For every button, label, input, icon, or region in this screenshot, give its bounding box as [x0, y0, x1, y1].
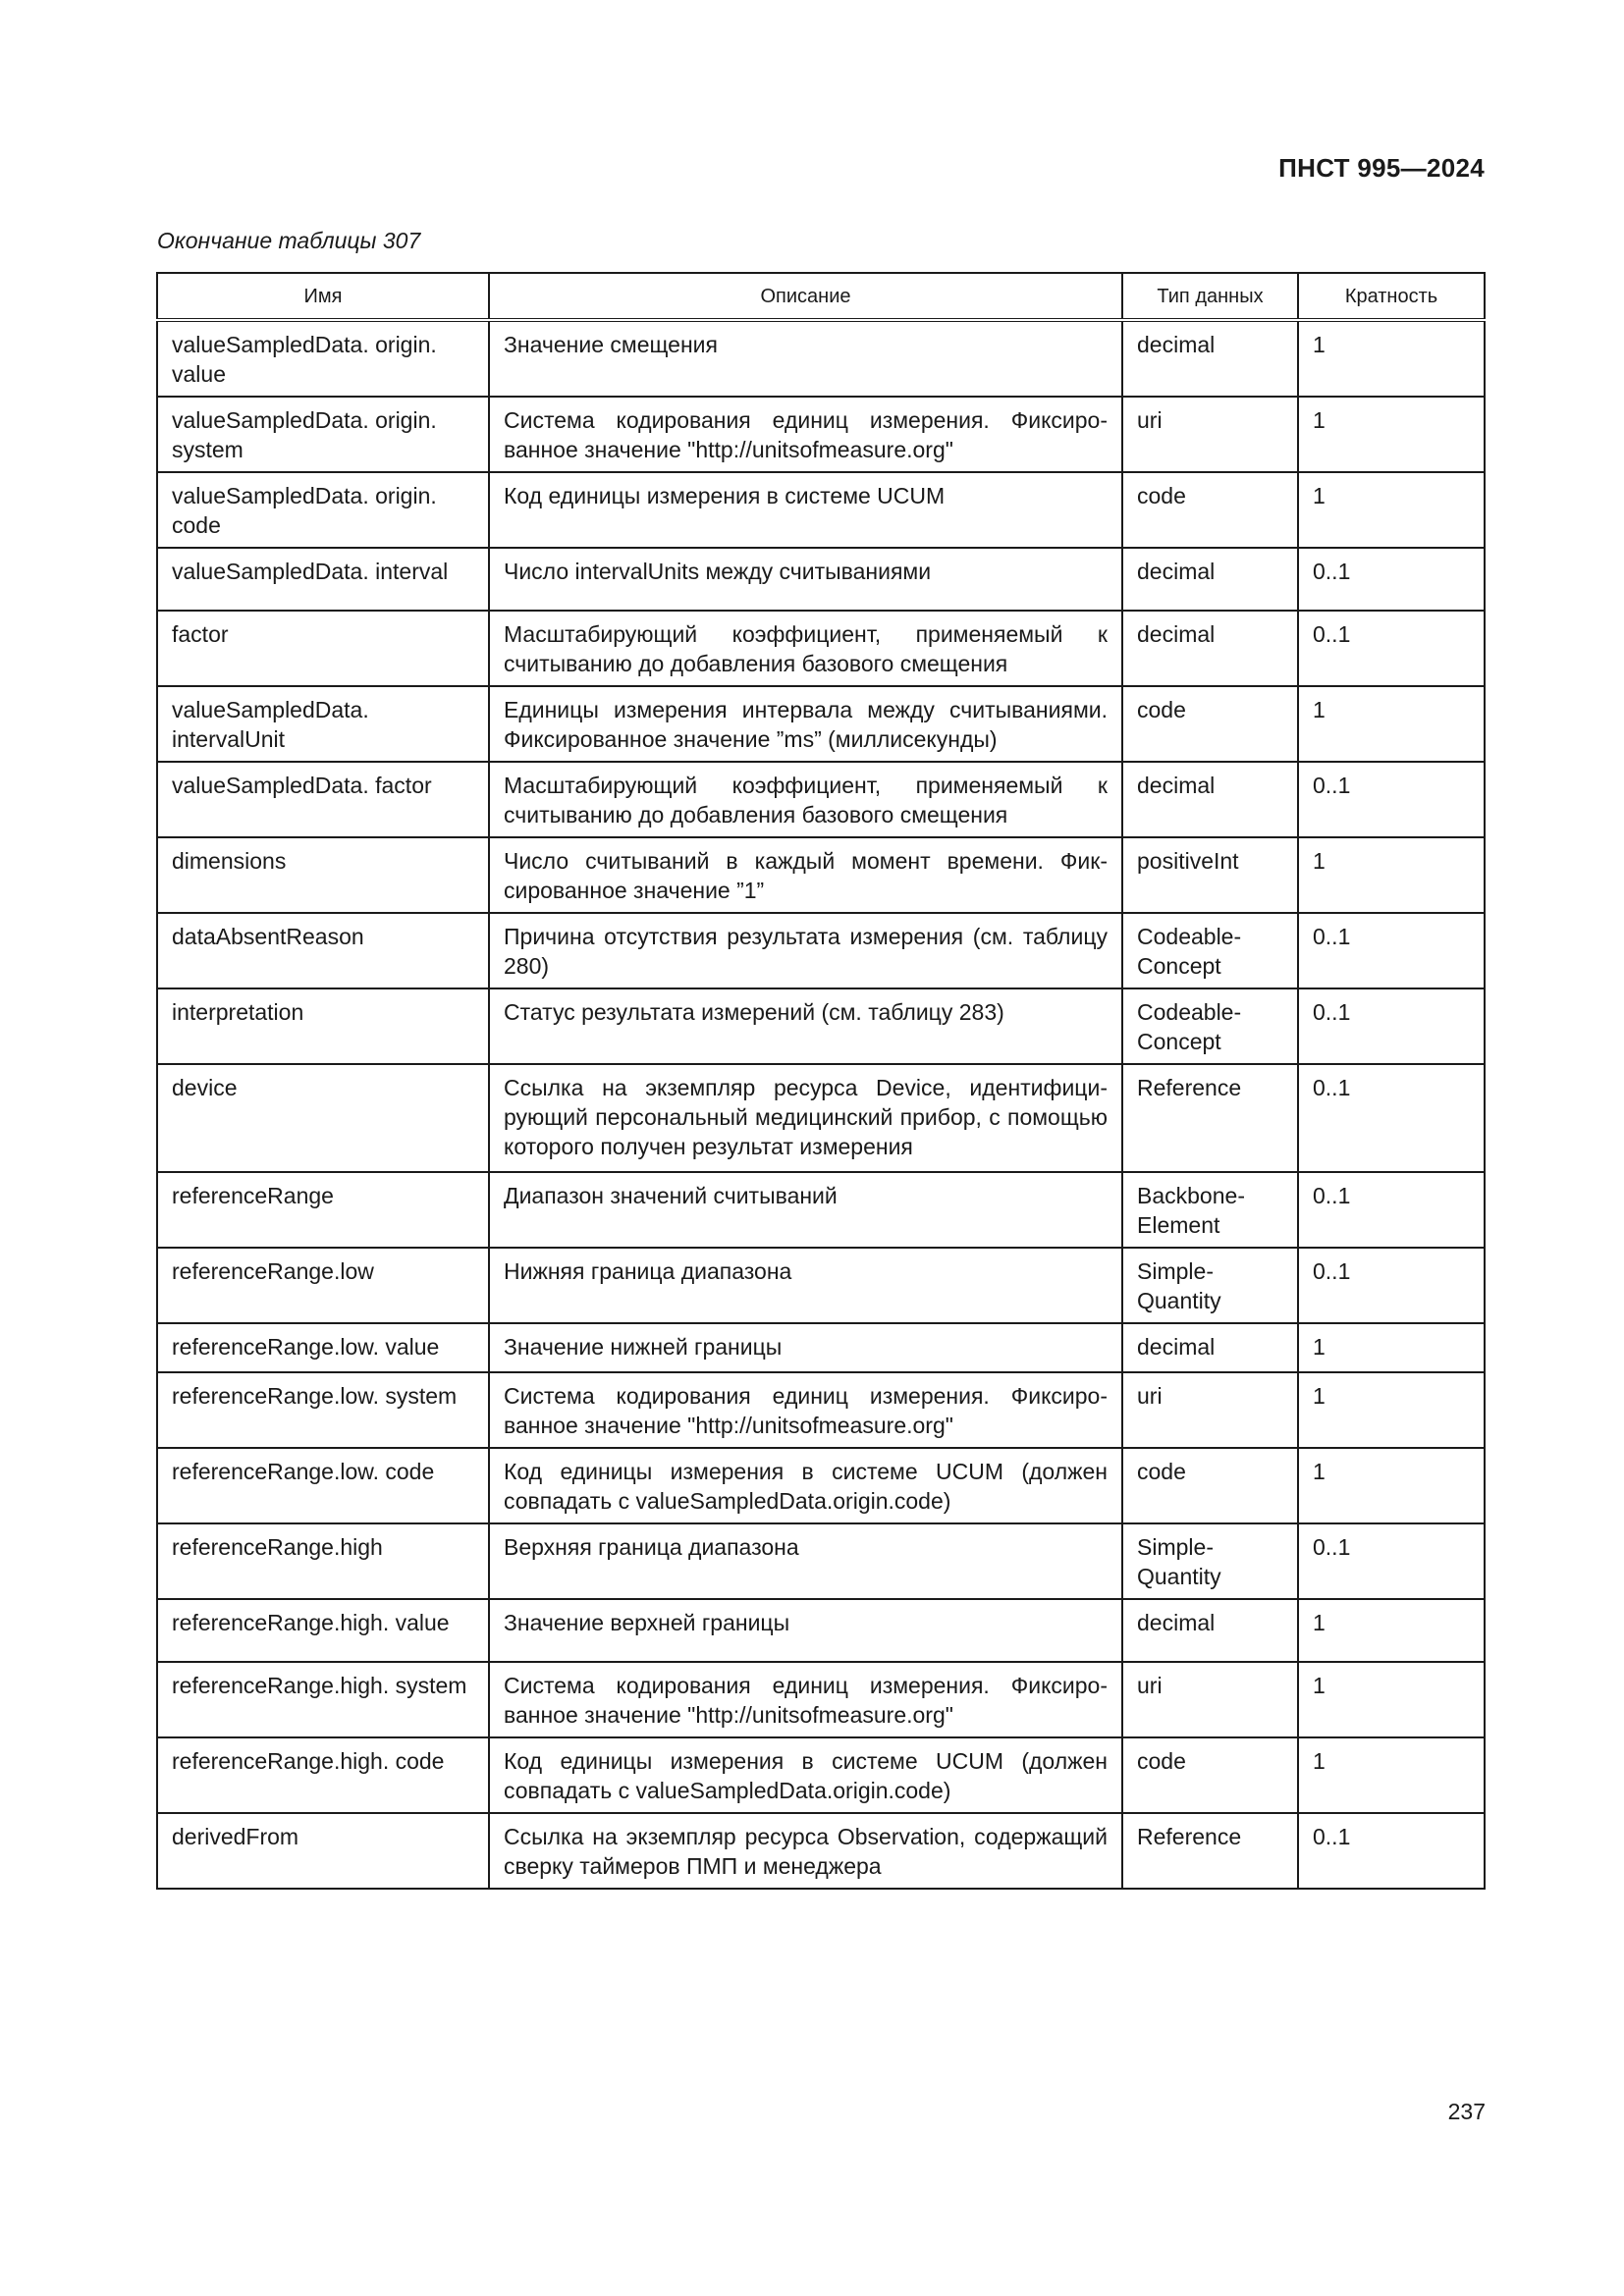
cell-cardinality: 0..1 [1298, 611, 1485, 686]
cell-description: Масштабирующий коэффициент, применяемый к считыванию до добавления базового смещения [489, 762, 1122, 837]
cell-description: Значение верхней границы [489, 1599, 1122, 1662]
cell-cardinality: 0..1 [1298, 548, 1485, 611]
table-caption: Окончание таблицы 307 [157, 228, 421, 253]
cell-description: Причина отсутствия результата измерения (см. таблицу 280) [489, 913, 1122, 988]
cell-description: Система кодирования единиц измерения. Фиксированное значение "http://unitsofmeasure.org" [489, 397, 1122, 472]
cell-description: Статус результата измерений (см. таблицу 283) [489, 988, 1122, 1064]
cell-description: Значение нижней границы [489, 1323, 1122, 1372]
table-row [157, 320, 1485, 397]
cell-description: Число считываний в каждый момент времени. Фиксированное значение ”1” [489, 837, 1122, 913]
table-row [157, 1172, 1485, 1248]
cell-cardinality: 0..1 [1298, 1172, 1485, 1248]
cell-description: Число intervalUnits между считываниями [489, 548, 1122, 611]
table-row [157, 988, 1485, 1064]
cell-cardinality: 0..1 [1298, 762, 1485, 837]
cell-data-type: decimal [1122, 762, 1298, 837]
cell-description: Ссылка на экземпляр ресурса Device, идентифицирующий персональный медицинский прибор, с помощью которого получен результат измерения [489, 1064, 1122, 1172]
cell-cardinality: 1 [1298, 1372, 1485, 1448]
page-number: 237 [1447, 2099, 1486, 2124]
cell-data-type: BackboneElement [1122, 1172, 1298, 1248]
cell-name: referenceRange.high. code [157, 1737, 489, 1813]
cell-description: Единицы измерения интервала между считываниями. Фиксированное значение ”ms” (миллисекунды) [489, 686, 1122, 762]
cell-description: Код единицы измерения в системе UCUM (должен совпадать с valueSampledData.origin.code) [489, 1737, 1122, 1813]
table-header-row [157, 273, 1485, 320]
cell-data-type: decimal [1122, 548, 1298, 611]
cell-name: referenceRange [157, 1172, 489, 1248]
cell-name: valueSampledData. origin. value [157, 320, 489, 397]
table-row [157, 1813, 1485, 1889]
cell-data-type: decimal [1122, 1599, 1298, 1662]
cell-data-type: code [1122, 686, 1298, 762]
table-row [157, 1448, 1485, 1523]
table-row [157, 1599, 1485, 1662]
cell-name: derivedFrom [157, 1813, 489, 1889]
cell-data-type: uri [1122, 397, 1298, 472]
cell-data-type: CodeableConcept [1122, 988, 1298, 1064]
cell-cardinality: 0..1 [1298, 1523, 1485, 1599]
cell-data-type: code [1122, 1737, 1298, 1813]
table-row [157, 472, 1485, 548]
table-row [157, 397, 1485, 472]
cell-description: Верхняя граница диапазона [489, 1523, 1122, 1599]
cell-name: valueSampledData. interval [157, 548, 489, 611]
table-row [157, 548, 1485, 611]
cell-cardinality: 1 [1298, 1662, 1485, 1737]
cell-name: dimensions [157, 837, 489, 913]
table-row [157, 1323, 1485, 1372]
cell-cardinality: 1 [1298, 472, 1485, 548]
cell-description: Код единицы измерения в системе UCUM (должен совпадать с valueSampledData.origin.code) [489, 1448, 1122, 1523]
cell-description: Масштабирующий коэффициент, применяемый к считыванию до добавления базового смещения [489, 611, 1122, 686]
cell-data-type: uri [1122, 1662, 1298, 1737]
document-code: ПНСТ 995—2024 [1278, 153, 1485, 183]
table-row [157, 837, 1485, 913]
cell-data-type: code [1122, 1448, 1298, 1523]
cell-data-type: Reference [1122, 1064, 1298, 1172]
cell-name: valueSampledData. origin. code [157, 472, 489, 548]
cell-cardinality: 0..1 [1298, 1248, 1485, 1323]
cell-data-type: decimal [1122, 611, 1298, 686]
cell-cardinality: 1 [1298, 1737, 1485, 1813]
column-header-description: Описание [489, 273, 1122, 320]
cell-description: Система кодирования единиц измерения. Фиксированное значение "http://unitsofmeasure.org" [489, 1662, 1122, 1737]
cell-description: Система кодирования единиц измерения. Фиксированное значение "http://unitsofmeasure.org" [489, 1372, 1122, 1448]
cell-name: valueSampledData. intervalUnit [157, 686, 489, 762]
cell-cardinality: 1 [1298, 1323, 1485, 1372]
table-row [157, 1064, 1485, 1172]
cell-cardinality: 1 [1298, 397, 1485, 472]
table-row [157, 1372, 1485, 1448]
column-header-cardinality: Кратность [1298, 273, 1485, 320]
cell-name: dataAbsentReason [157, 913, 489, 988]
cell-description: Нижняя граница диапазона [489, 1248, 1122, 1323]
table-row [157, 1523, 1485, 1599]
cell-cardinality: 0..1 [1298, 988, 1485, 1064]
column-header-name: Имя [157, 273, 489, 320]
cell-description: Значение смещения [489, 320, 1122, 397]
column-header-data-type: Тип данных [1122, 273, 1298, 320]
cell-name: referenceRange.high. value [157, 1599, 489, 1662]
cell-data-type: uri [1122, 1372, 1298, 1448]
cell-cardinality: 1 [1298, 686, 1485, 762]
table-row [157, 611, 1485, 686]
cell-data-type: positiveInt [1122, 837, 1298, 913]
cell-cardinality: 0..1 [1298, 913, 1485, 988]
cell-name: interpretation [157, 988, 489, 1064]
table-row [157, 1662, 1485, 1737]
cell-name: referenceRange.low. code [157, 1448, 489, 1523]
cell-name: referenceRange.high. system [157, 1662, 489, 1737]
cell-name: valueSampledData. factor [157, 762, 489, 837]
cell-cardinality: 1 [1298, 1599, 1485, 1662]
cell-name: factor [157, 611, 489, 686]
cell-cardinality: 1 [1298, 1448, 1485, 1523]
cell-cardinality: 1 [1298, 320, 1485, 397]
cell-name: referenceRange.low [157, 1248, 489, 1323]
cell-name: referenceRange.low. value [157, 1323, 489, 1372]
cell-name: referenceRange.low. system [157, 1372, 489, 1448]
cell-description: Код единицы измерения в системе UCUM [489, 472, 1122, 548]
cell-data-type: Reference [1122, 1813, 1298, 1889]
cell-data-type: SimpleQuantity [1122, 1523, 1298, 1599]
cell-cardinality: 0..1 [1298, 1813, 1485, 1889]
cell-data-type: CodeableConcept [1122, 913, 1298, 988]
cell-name: device [157, 1064, 489, 1172]
cell-data-type: decimal [1122, 320, 1298, 397]
cell-description: Диапазон значений считываний [489, 1172, 1122, 1248]
cell-data-type: decimal [1122, 1323, 1298, 1372]
cell-cardinality: 1 [1298, 837, 1485, 913]
cell-name: referenceRange.high [157, 1523, 489, 1599]
cell-data-type: SimpleQuantity [1122, 1248, 1298, 1323]
table-row [157, 686, 1485, 762]
table-row [157, 762, 1485, 837]
cell-cardinality: 0..1 [1298, 1064, 1485, 1172]
table-row [157, 1248, 1485, 1323]
table-row [157, 913, 1485, 988]
cell-description: Ссылка на экземпляр ресурса Observation, содержащий сверку таймеров ПМП и менеджера [489, 1813, 1122, 1889]
cell-name: valueSampledData. origin. system [157, 397, 489, 472]
table-row [157, 1737, 1485, 1813]
spec-table [156, 272, 1486, 1890]
cell-data-type: code [1122, 472, 1298, 548]
